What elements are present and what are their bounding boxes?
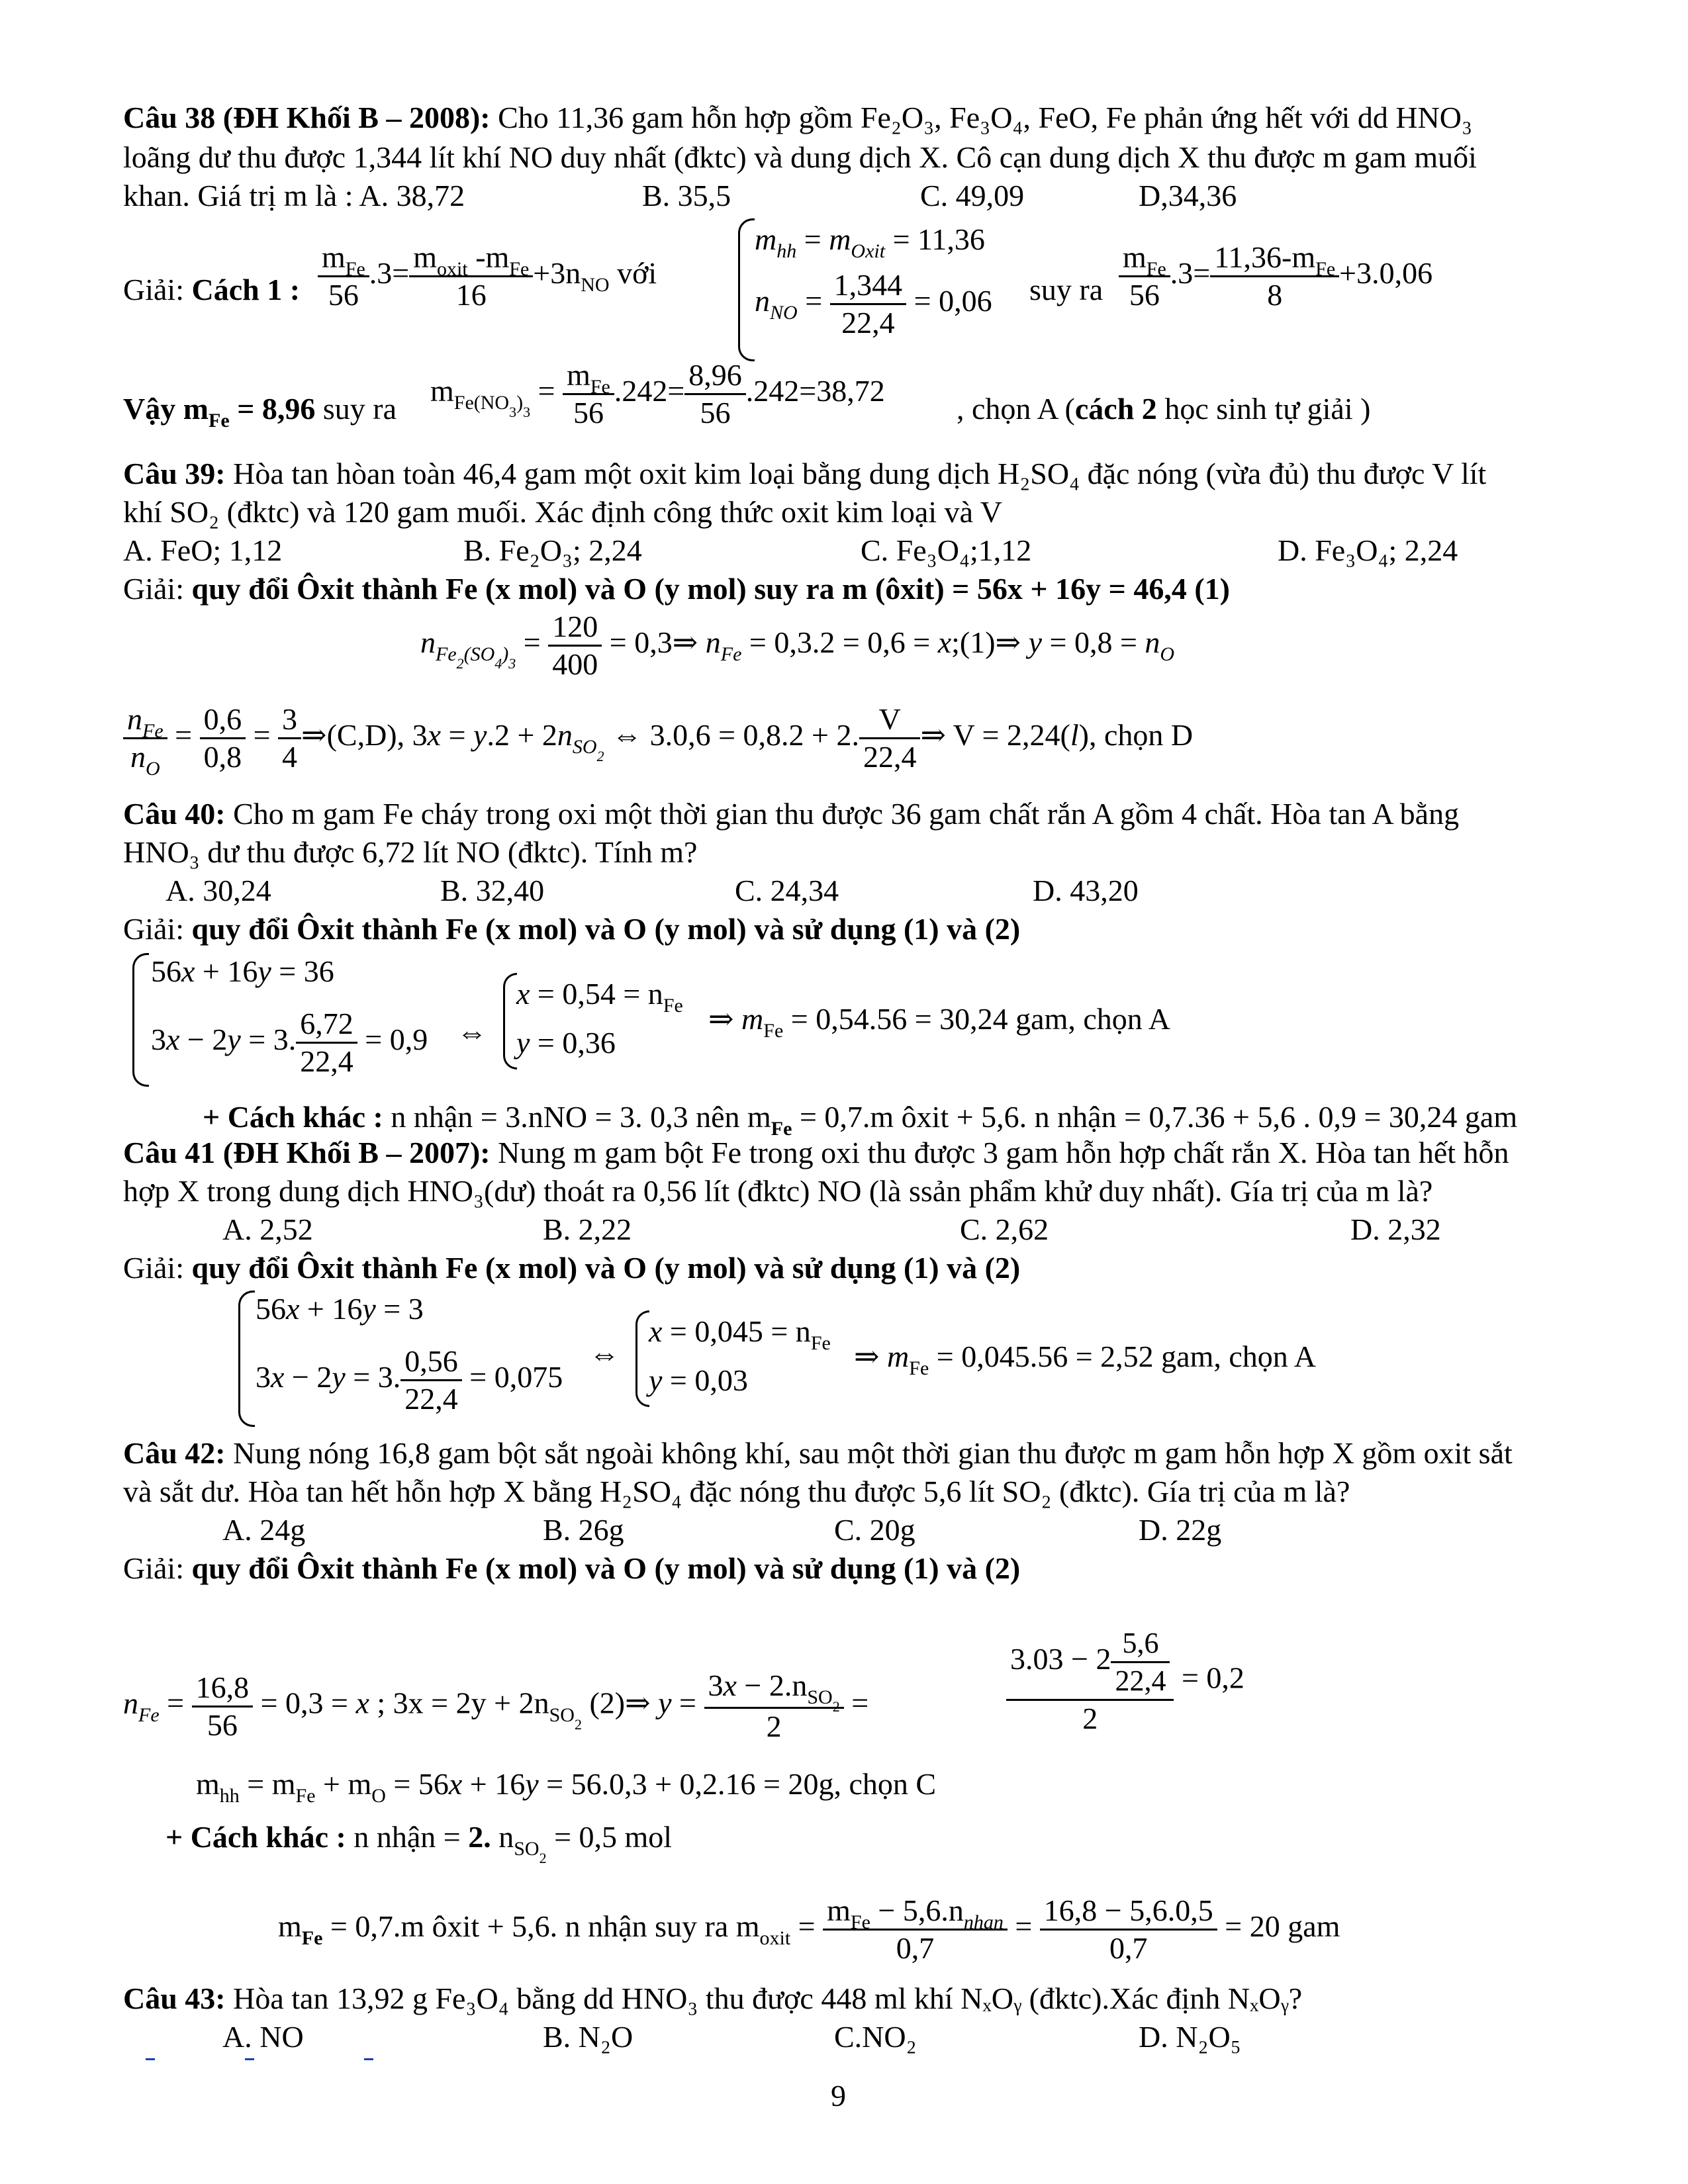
q40-option-d: D. 43,20: [1033, 874, 1139, 907]
q43-option-d: D. N₂O₅: [1139, 2020, 1241, 2054]
q40-option-c: C. 24,34: [735, 874, 839, 907]
q38-formula-right: $\frac{m_{Fe}}{56}$ .3= $\frac{11,36-m_{Fe}}{8}$ +3.0,06: [1119, 240, 1432, 313]
q41-system-brace-2: [635, 1310, 649, 1407]
q40-option-b: B. 32,40: [440, 874, 545, 907]
q43-option-b: B. N₂O: [543, 2020, 633, 2054]
footer-dash: [146, 2058, 155, 2060]
q41-option-d: D. 2,32: [1350, 1212, 1441, 1246]
q40-result: ⇒ $m_{Fe} = 0,54.56 = 30,24$ gam, chọn A: [708, 1002, 1170, 1042]
q40-title: Câu 40:: [123, 797, 226, 831]
q43-line1: [123, 1979, 1302, 2019]
q41-option-c: C. 2,62: [960, 1212, 1049, 1246]
q42-line2: và sắt dư. Hòa tan hết hỗn hợp X bằng H₂SO₄ đặc nóng thu được 5,6 lít SO₂ (đktc). Gía trị của m là?: [123, 1475, 1350, 1508]
q38-system-eq2: $n_{NO}$ = $\frac{1,344}{22,4}$ = 0,06: [755, 268, 992, 340]
q42-line1: [123, 1433, 1513, 1473]
q39-title: Câu 39:: [123, 457, 226, 490]
q42-result: = 20 gam: [1225, 1909, 1340, 1944]
q41-choose: , chọn A: [1213, 1340, 1316, 1373]
q40-line2: HNO₃ dư thu được 6,72 lít NO (đktc). Tính m?: [123, 835, 698, 869]
footer-dash: [245, 2058, 254, 2060]
q42-option-a: A. 24g: [222, 1513, 306, 1547]
q38-solution-label: [123, 271, 300, 308]
q40-alternative: + Cách khác : n nhận = 3.nNO = 3. 0,3 nên $m_{Fe} = 0,7.m$ ôxit + 5,6. n nhận = 0,7.36 + 5,6 . 0,9 = 30,24 gam: [203, 1100, 1518, 1140]
q41-result: ⇒ $m_{Fe} = 0,045.56 = 2,52$ gam, chọn A: [854, 1340, 1316, 1379]
q41-eq2: 3x − 2y = 3. $\frac{0,56}{22,4}$ = 0,075: [256, 1344, 563, 1416]
footer-dash: [364, 2058, 373, 2060]
q42-solution-label: Giải: quy đổi Ôxit thành Fe (x mol) và O (y mol) và sử dụng (1) và (2): [123, 1551, 1021, 1585]
q41-line2: hợp X trong dung dịch HNO₃(dư) thoát ra 0,56 lít (đktc) NO (là ssản phẩm khử duy nhất). Gía trị của m là?: [123, 1174, 1433, 1208]
q42-option-d: D. 22g: [1139, 1513, 1222, 1547]
q40-y-value: y = 0,36: [516, 1026, 616, 1060]
q43-option-a: A. NO: [222, 2020, 304, 2054]
q43-option-c: C.NO₂: [834, 2020, 917, 2054]
q38-system-brace: [738, 218, 755, 361]
q41-solution-label: Giải: quy đổi Ôxit thành Fe (x mol) và O (y mol) và sử dụng (1) và (2): [123, 1251, 1021, 1285]
q38-option-b: B. 35,5: [642, 179, 731, 212]
q38-suy-ra: suy ra: [1029, 273, 1103, 306]
q42-choose: , chọn C: [833, 1767, 937, 1801]
q41-line1: [123, 1133, 1509, 1173]
q40-option-a: A. 30,24: [165, 874, 271, 907]
q38-mass-formula: $m_{Fe(NO_3)_3}$ = $\frac{m_{Fe}}{56}$ .242= $\frac{8,96}{56}$ .242=38,72: [430, 358, 885, 430]
q39-option-b: B. Fe₂O₃; 2,24: [463, 533, 642, 567]
q38-line1: [123, 98, 1472, 138]
q40-system-brace: [132, 953, 149, 1087]
q39-option-c: C. Fe₃O₄;1,12: [861, 533, 1032, 567]
q40-x-value: $x = 0,54 = n_{Fe}$: [516, 977, 683, 1017]
q39-option-a: A. FeO; 1,12: [123, 533, 283, 567]
q41-eq1: 56x + 16y = 3: [256, 1292, 424, 1326]
q42-text1: Nung nóng 16,8 gam bột sắt ngoài không khí, sau một thời gian thu được m gam hỗn hợp X gồm oxit sắt: [233, 1436, 1513, 1470]
q39-formula-1: $n_{Fe_2(SO_4)_3}$ = $\frac{120}{400}$ = 0,3⇒ $n_{Fe} = 0,3.2 = 0,6$ = x;(1)⇒ $y = 0,8 = n_O$: [420, 610, 1175, 681]
q41-option-a: A. 2,52: [222, 1212, 313, 1246]
page-number: 9: [831, 2079, 846, 2113]
q39-option-d: D. Fe₃O₄; 2,24: [1278, 533, 1458, 567]
q41-x-value: $x = 0,045 = n_{Fe}$: [649, 1314, 831, 1354]
q40-line1: [123, 794, 1459, 834]
q41-equiv: ⇔: [589, 1337, 620, 1371]
q41-system-brace: [238, 1291, 255, 1427]
q42-alt-formula: $m_{Fe} = 0,7.m$ ôxit + 5,6. n nhận suy ra $m_{oxit}$ = $\frac{m_{Fe} - 5,6.n_{nhan}}{0,7}$ = $\frac{16,8 - 5,6.0,5}{0,7}$ = 20 gam: [278, 1893, 1340, 1965]
q41-option-b: B. 2,22: [543, 1212, 632, 1246]
q38-cach1: Cách 1 :: [191, 273, 301, 306]
q40-choose: , chọn A: [1068, 1002, 1170, 1036]
q39-choose: , chọn D: [1088, 718, 1194, 752]
q38-line2: loãng dư thu được 1,344 lít khí NO duy nhất (đktc) và dung dịch X. Cô cạn dung dịch X thu được m gam muối: [123, 140, 1477, 174]
q39-formula-2: $\frac{n_{Fe}}{n_O}$ = $\frac{0,6}{0,8}$ = $\frac{3}{4}$ ⇒(C,D), $3x = y.2 + 2n_{SO_2}$ ⇔ 3.0,6 = 0,8.2 + 2. $\frac{V}{22,4}$ ⇒ V = 2,24(l), chọn D: [123, 702, 1193, 775]
q38-text1: Cho 11,36 gam hỗn hợp gồm Fe₂O₃, Fe₃O₄, FeO, Fe phản ứng hết với dd HNO₃: [498, 101, 1473, 134]
q42-formula-2: 3.03 − 2 $\frac{5,6}{22,4}$ 2 = 0,2: [1006, 1625, 1244, 1737]
q38-choose: , chọn A (cách 2 học sinh tự giải ): [957, 392, 1371, 426]
q41-text1: Nung m gam bột Fe trong oxi thu được 3 gam hỗn hợp chất rắn X. Hòa tan hết hỗn: [498, 1136, 1509, 1169]
q38-option-c: C. 49,09: [920, 179, 1025, 212]
q40-equiv: ⇔: [457, 1015, 487, 1049]
q40-eq1: 56x + 16y = 36: [151, 954, 334, 988]
q39-line1: [123, 454, 1486, 494]
q40-system-brace-2: [503, 973, 517, 1069]
q38-formula-left: $\frac{m_{Fe}}{56}$ .3= $\frac{m_{oxit} -m_{Fe}}{16}$ $+3n_{NO}$ với: [318, 240, 657, 313]
q40-eq2: 3x − 2y = 3. $\frac{6,72}{22,4}$ = 0,9: [151, 1007, 428, 1078]
q42-title: Câu 42:: [123, 1436, 226, 1470]
q38-conclusion: [123, 390, 397, 432]
q38-system-eq1: $m_{hh} = m_{Oxit} = 11,36$: [755, 222, 985, 262]
q42-mass-line: $m_{hh} = m_{Fe} + m_O = 56x + 16y = 56.0,3 + 0,2.16 = 20g$, chọn C: [196, 1767, 937, 1807]
q42-formula-1: $n_{Fe}$ = $\frac{16,8}{56}$ = 0,3 = x ; $3x = 2y + 2n_{SO_2}$ (2)⇒ y = $\frac{3x - 2.n_{SO_2}}{2}$ =: [123, 1668, 869, 1743]
q42-option-c: C. 20g: [834, 1513, 915, 1547]
q39-solution-label: Giải: quy đổi Ôxit thành Fe (x mol) và O (y mol) suy ra m (ôxit) = 56x + 16y = 46,4 (1): [123, 572, 1230, 606]
q39-text1: Hòa tan hòan toàn 46,4 gam một oxit kim loại bằng dung dịch H₂SO₄ đặc nóng (vừa đủ) thu được V lít: [233, 457, 1487, 490]
q42-option-b: B. 26g: [543, 1513, 624, 1547]
q38-option-d: D,34,36: [1139, 179, 1237, 212]
q38-giai: Giải:: [123, 273, 184, 306]
q43-text1: Hòa tan 13,92 g Fe₃O₄ bằng dd HNO₃ thu được 448 ml khí NₓOᵧ (đktc).Xác định NₓOᵧ?: [233, 1981, 1303, 2015]
q43-title: Câu 43:: [123, 1981, 226, 2015]
q40-solution-label: Giải: quy đổi Ôxit thành Fe (x mol) và O (y mol) và sử dụng (1) và (2): [123, 912, 1021, 946]
q40-text1: Cho m gam Fe cháy trong oxi một thời gian thu được 36 gam chất rắn A gồm 4 chất. Hòa tan A bằng: [233, 797, 1460, 831]
q38-title: Câu 38 (ĐH Khối B – 2008):: [123, 101, 491, 134]
q41-y-value: y = 0,03: [649, 1363, 748, 1397]
q42-alternative: + Cách khác : n nhận = 2. $n_{SO_2} = 0,5$ mol: [165, 1820, 673, 1866]
q39-line2: khí SO₂ (đktc) và 120 gam muối. Xác định công thức oxit kim loại và V: [123, 495, 1002, 529]
q38-vay: Vậy $m_{Fe} = 8,96$: [123, 392, 316, 432]
q42-mfe-line: = 0,7.m ôxit + 5,6. n nhận suy ra: [330, 1909, 729, 1944]
q38-line3: khan. Giá trị m là : A. 38,72: [123, 179, 465, 212]
q41-title: Câu 41 (ĐH Khối B – 2007):: [123, 1136, 491, 1169]
q38-vay-rest: suy ra: [322, 392, 397, 426]
